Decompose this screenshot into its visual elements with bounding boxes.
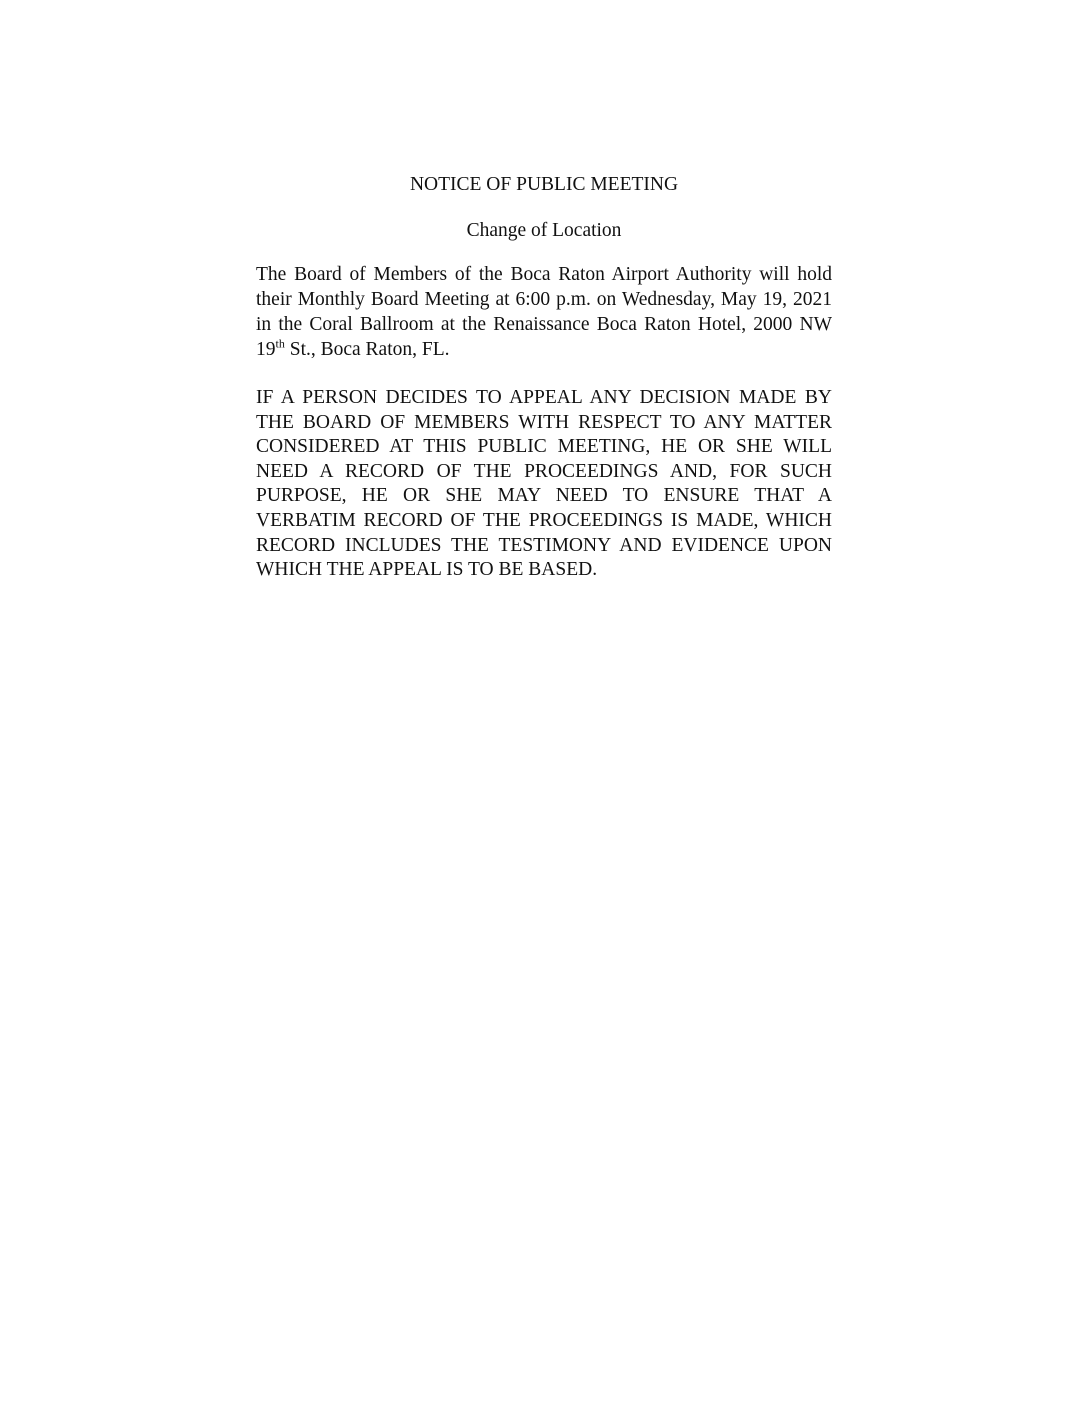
- appeal-notice-paragraph: IF A PERSON DECIDES TO APPEAL ANY DECISION MADE BY THE BOARD OF MEMBERS WITH RESPECT TO ANY MATTER CONSIDERED AT THIS PUBLIC MEETING, HE OR SHE WILL NEED A RECORD OF THE PROCEEDINGS AND, FOR SUCH PURPOSE, HE OR SHE MAY NEED TO ENSURE THAT A VERBATIM RECORD OF THE PROCEEDINGS IS MADE, WHICH RECORD INCLUDES THE TESTIMONY AND EVIDENCE UPON WHICH THE APPEAL IS TO BE BASED.: [256, 387, 832, 581]
- notice-title: NOTICE OF PUBLIC MEETING: [409, 174, 679, 195]
- notice-subtitle: Change of Location: [466, 220, 622, 241]
- notice-body: [256, 172, 832, 583]
- ordinal-superscript: th: [275, 336, 285, 351]
- meeting-details-text: The Board of Members of the Boca Raton Airport Authority will hold their Monthly Board Meeting at 6:00 p.m. on Wednesday, May 19, 2021 in the Coral Ballroom at the Renaissance Boca Raton Hotel, 2000 NW 19: [256, 264, 832, 360]
- meeting-details-paragraph: [256, 262, 832, 362]
- meeting-details-text-end: St., Boca Raton, FL.: [284, 339, 450, 360]
